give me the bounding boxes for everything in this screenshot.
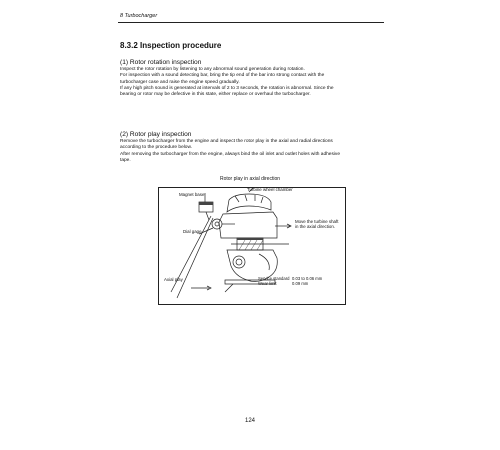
subsection-title-rotor-play: (2) Rotor play inspection <box>120 131 192 138</box>
header-rule <box>118 22 384 23</box>
paragraph-line: Remove the turbocharger from the engine and inspect the rotor play in the axial and radial directions <box>120 139 333 144</box>
label-turbine-wheel-chamber: Turbine wheel chamber <box>247 187 293 192</box>
paragraph-line: bearing or rotor may be defective in this state, either replace or overhaul the turbocharger. <box>120 92 311 98</box>
paragraph-rotor-rotation <box>120 67 382 98</box>
label-dial-gage: Dial gage <box>183 229 202 234</box>
spec-wear-label: Wear limit <box>258 281 277 286</box>
spec-service-label: Service standard <box>258 276 290 281</box>
spec-row-wear <box>258 281 322 286</box>
paragraph-line: Inspect the rotor rotation by listening to any abnormal sound generation during rotation. <box>120 67 305 72</box>
figure-title: Rotor play in axial direction <box>219 176 281 182</box>
paragraph-line: After removing the turbocharger from the engine, always bind the oil inlet and outlet holes with adhesive <box>120 151 340 157</box>
label-magnet-base: Magnet base <box>179 192 205 197</box>
section-heading: 8.3.2 Inspection procedure <box>120 41 222 50</box>
spec-wear-value: 0.09 mm <box>292 281 309 286</box>
label-move-turbine-shaft <box>295 219 338 230</box>
paragraph-line: If any high pitch sound is generated at intervals of 2 to 3 seconds, the rotation is abnormal. Since the <box>120 85 334 91</box>
label-axial-play: Axial play <box>164 277 183 282</box>
paragraph-line: tape. <box>120 157 131 163</box>
spec-service-value: 0.03 to 0.06 mm <box>292 276 323 281</box>
paragraph-line: For inspection with a sound detecting bar, bring the tip end of the bar into strong contact with the <box>120 73 325 79</box>
spec-box <box>258 276 322 286</box>
subsection-title-rotor-rotation: (1) Rotor rotation inspection <box>120 59 202 66</box>
page-number: 124 <box>244 418 255 424</box>
turbocharger-illustration <box>159 188 347 306</box>
chapter-header: 8 Turbocharger <box>120 13 158 19</box>
paragraph-line: turbocharger case and raise the engine speed gradually. <box>120 79 240 85</box>
label-line: Move the turbine shaft <box>295 219 339 224</box>
paragraph-line: according to the procedure below. <box>120 145 192 151</box>
paragraph-rotor-play <box>120 139 382 164</box>
rotor-play-figure <box>158 187 346 305</box>
label-line: in the axial direction. <box>295 224 336 230</box>
